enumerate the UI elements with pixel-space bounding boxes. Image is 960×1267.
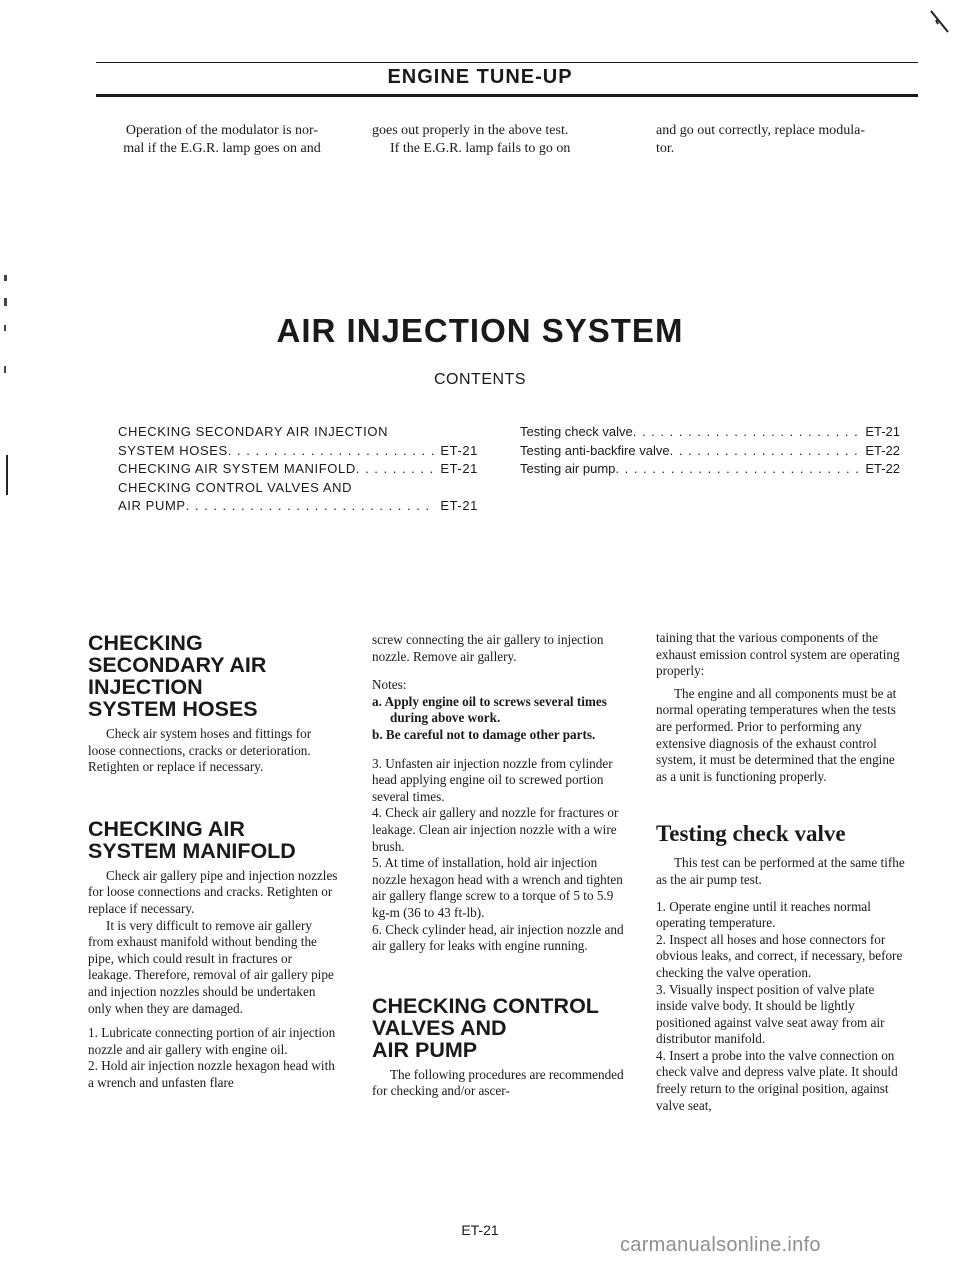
toc-entry[interactable] (118, 423, 478, 442)
intro-col-2 (372, 122, 642, 158)
header-top-rule (96, 62, 918, 63)
watermark: carmanualsonline.info (620, 1234, 821, 1256)
intro-col-3 (656, 122, 936, 158)
step-item: 3. Visually inspect position of valve plate inside valve body. It should be lightly positioned against valve seat away from air distributor manifold. (656, 981, 885, 1047)
header-bottom-rule (96, 94, 918, 97)
toc-leader-dots (670, 442, 860, 461)
heading-line: VALVES AND (372, 1015, 507, 1040)
intro-line: and go out correctly, replace modula- (656, 123, 866, 138)
intro-line: tor. (656, 141, 675, 156)
step-item: 1. Lubricate connecting portion of air injection nozzle and air gallery with engine oil. (88, 1025, 336, 1057)
step-item: 6. Check cylinder head, air injection nozzle and air gallery for leaks with engine running. (372, 921, 624, 954)
toc-entry[interactable] (118, 460, 478, 479)
toc-entry-title: CHECKING CONTROL VALVES AND (118, 479, 353, 495)
note-item: a. Apply engine oil to screws several times during above work. (372, 693, 607, 726)
toc-entry[interactable] (118, 479, 478, 498)
intro-line: If the E.G.R. lamp fails to go on (390, 141, 571, 156)
toc-leader-dots (186, 497, 435, 516)
step-item: 4. Insert a probe into the valve connection on check valve and depress valve plate. It should freely return to the original position, against valve seat, (656, 1047, 898, 1113)
toc-entry-page: ET-21 (440, 498, 478, 513)
toc-entry[interactable] (520, 460, 900, 479)
toc-entry-page: ET-22 (865, 461, 900, 476)
intro-col-1 (92, 122, 352, 158)
section-heading-secondary-air (88, 632, 338, 720)
heading-line: INJECTION (88, 675, 203, 699)
paragraph: The following procedures are recommended for checking and/or ascer- (372, 1066, 624, 1099)
paragraph: Check air gallery pipe and injection nozzles for loose connections and cracks. Retighten or replace if necessary. (88, 867, 338, 916)
paragraph: Check air system hoses and fittings for loose connections, cracks or deterioration. Retighten or replace if necessary. (88, 726, 312, 775)
margin-mark (6, 455, 8, 495)
corner-mark-icon (928, 8, 952, 36)
toc-entry[interactable] (520, 423, 900, 442)
toc-entry-title: Testing air pump (520, 461, 616, 476)
note-item: b. Be careful not to damage other parts. (372, 726, 596, 742)
heading-line: CHECKING (88, 631, 203, 655)
section-heading-air-manifold (88, 818, 338, 862)
page-number: ET-21 (461, 1222, 499, 1238)
heading-line: SYSTEM MANIFOLD (88, 838, 296, 863)
paragraph: taining that the various components of the exhaust emission control system are operating properly: (656, 630, 900, 679)
toc-leader-dots (228, 442, 435, 461)
paragraph: This test can be performed at the same tifhe as the air pump test. (656, 855, 905, 887)
margin-mark (4, 275, 7, 281)
subsection-heading-check-valve: Testing check valve (656, 821, 846, 847)
paragraph: It is very difficult to remove air gallery from exhaust manifold without bending the pipe, which could result in fractures or leakage. Therefore, removal of air gallery pipe and injection nozzles should be undertaken only when they are damaged. (88, 917, 334, 1016)
step-item: 4. Check air gallery and nozzle for fractures or leakage. Clean air injection nozzle with a wire brush. (372, 805, 619, 854)
toc-entry-title: CHECKING SECONDARY AIR INJECTION (118, 424, 389, 439)
toc-leader-dots (633, 423, 860, 442)
paragraph: screw connecting the air gallery to injection nozzle. Remove air gallery. (372, 632, 604, 664)
toc-entry-page: ET-21 (440, 461, 478, 476)
intro-line: Operation of the modulator is nor- (125, 123, 319, 138)
heading-line: SECONDARY AIR (88, 653, 267, 677)
heading-line: SYSTEM HOSES (88, 697, 258, 721)
toc-entry-page: ET-22 (865, 442, 900, 458)
page-header-title: ENGINE TUNE-UP (387, 66, 573, 88)
step-item: 5. At time of installation, hold air injection nozzle hexagon head with a wrench and tighten air gallery flange screw to a torque of 5 to 5.9 kg-m (36 to 43 ft-lb). (372, 855, 623, 920)
step-item: 2. Inspect all hoses and hose connectors for obvious leaks, and correct, if necessary, before checking the valve operation. (656, 931, 903, 980)
toc-entry[interactable] (520, 442, 900, 461)
toc-entry-page: ET-21 (865, 424, 900, 439)
toc-entry-title: AIR PUMP (118, 498, 186, 513)
toc-leader-dots (356, 460, 434, 479)
heading-line: CHECKING AIR (88, 816, 245, 841)
body-column-1 (88, 632, 338, 1092)
body-column-3 (656, 630, 906, 1114)
margin-mark (4, 298, 7, 306)
intro-line: goes out properly in the above test. (372, 123, 569, 138)
notes-label: Notes: (372, 677, 407, 693)
paragraph: The engine and all components must be at normal operating temperatures when the tests are performed. Prior to performing any extensive diagnosis of the exhaust control system, it must be determined that the engine as a unit is functioning properly. (656, 685, 897, 784)
heading-line: AIR PUMP (372, 1037, 478, 1062)
heading-line: CHECKING CONTROL (372, 993, 599, 1018)
toc-entry-title: CHECKING AIR SYSTEM MANIFOLD (118, 461, 356, 476)
toc-entry[interactable] (118, 442, 478, 461)
step-item: 2. Hold air injection nozzle hexagon head with a wrench and unfasten flare (88, 1058, 335, 1090)
toc-leader-dots (615, 460, 859, 479)
section-heading-control-valves (372, 995, 627, 1061)
section-title: AIR INJECTION SYSTEM (276, 312, 684, 349)
toc-left (118, 423, 478, 516)
toc-entry-title: SYSTEM HOSES (118, 442, 228, 458)
step-item: 3. Unfasten air injection nozzle from cylinder head applying engine oil to screwed portion several times. (372, 755, 613, 804)
toc-entry-title: Testing check valve (520, 424, 633, 439)
intro-line: mal if the E.G.R. lamp goes on and (123, 141, 321, 156)
contents-title: CONTENTS (434, 371, 526, 388)
toc-entry[interactable] (118, 497, 478, 516)
toc-entry-page: ET-21 (440, 442, 478, 458)
toc-right (520, 423, 900, 479)
toc-entry-title: Testing anti-backfire valve (520, 442, 670, 458)
step-item: 1. Operate engine until it reaches normal operating temperature. (656, 898, 871, 931)
body-column-2 (372, 632, 627, 1100)
